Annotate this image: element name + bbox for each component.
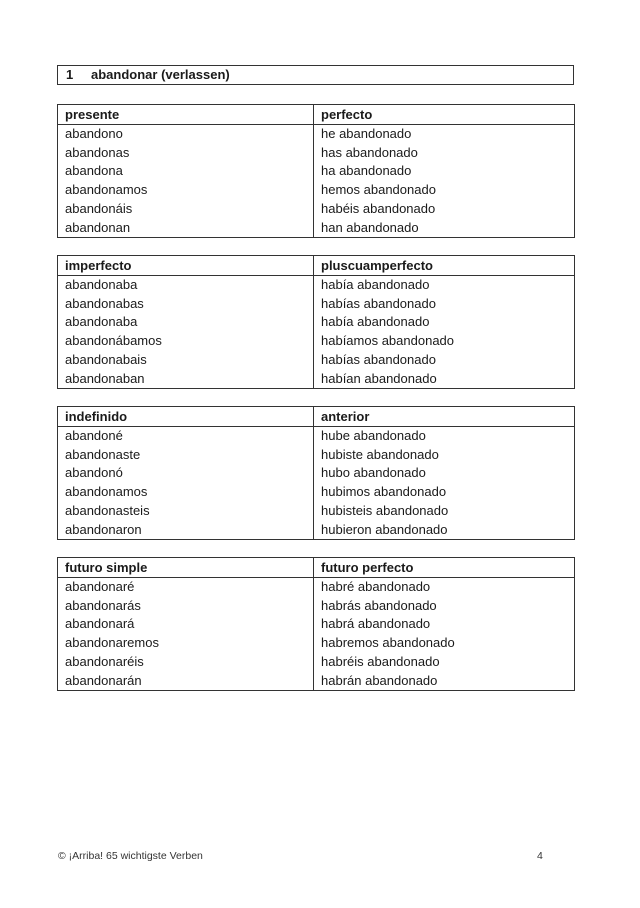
conjugation-cell: abandonasteis [58, 502, 314, 521]
table-row [58, 162, 575, 181]
tense-header: futuro simple [58, 558, 314, 578]
table-row [58, 295, 575, 314]
conjugation-cell: habré abandonado [314, 578, 575, 597]
table-row [58, 502, 575, 521]
conjugation-cell: abandonarás [58, 597, 314, 616]
conjugation-table-imperfecto-pluscuamperfecto [57, 255, 575, 389]
table-row [58, 181, 575, 200]
table-header-row [58, 558, 575, 578]
tense-header: presente [58, 105, 314, 125]
conjugation-cell: abandona [58, 162, 314, 181]
conjugation-cell: habías abandonado [314, 295, 575, 314]
table-row [58, 332, 575, 351]
conjugation-cell: abandonaba [58, 276, 314, 295]
verb-title: abandonar (verlassen) [91, 67, 230, 82]
table-row [58, 313, 575, 332]
table-row [58, 370, 575, 389]
conjugation-cell: abandonó [58, 464, 314, 483]
conjugation-cell: abandonabas [58, 295, 314, 314]
conjugation-cell: hubimos abandonado [314, 483, 575, 502]
conjugation-cell: había abandonado [314, 313, 575, 332]
conjugation-table-presente-perfecto [57, 104, 575, 238]
tense-header: perfecto [314, 105, 575, 125]
conjugation-cell: habéis abandonado [314, 200, 575, 219]
conjugation-cell: habíamos abandonado [314, 332, 575, 351]
table-row [58, 219, 575, 238]
conjugation-cell: hubieron abandonado [314, 521, 575, 540]
table-row [58, 653, 575, 672]
conjugation-cell: habrán abandonado [314, 672, 575, 691]
conjugation-cell: había abandonado [314, 276, 575, 295]
conjugation-cell: hemos abandonado [314, 181, 575, 200]
verb-number: 1 [66, 67, 74, 82]
conjugation-cell: abandonas [58, 144, 314, 163]
table-header-row [58, 407, 575, 427]
conjugation-cell: abandonabais [58, 351, 314, 370]
table-row [58, 446, 575, 465]
table-header-row [58, 105, 575, 125]
conjugation-cell: abandonamos [58, 483, 314, 502]
page-number: 4 [537, 850, 543, 862]
conjugation-cell: abandonaré [58, 578, 314, 597]
conjugation-cell: han abandonado [314, 219, 575, 238]
conjugation-cell: abandonáis [58, 200, 314, 219]
table-row [58, 578, 575, 597]
table-row [58, 483, 575, 502]
conjugation-cell: abandonaste [58, 446, 314, 465]
conjugation-cell: abandonábamos [58, 332, 314, 351]
conjugation-cell: abandonaban [58, 370, 314, 389]
conjugation-cell: habremos abandonado [314, 634, 575, 653]
conjugation-cell: abandonaremos [58, 634, 314, 653]
tense-header: indefinido [58, 407, 314, 427]
table-row [58, 597, 575, 616]
conjugation-cell: abandono [58, 125, 314, 144]
conjugation-cell: hubiste abandonado [314, 446, 575, 465]
table-header-row [58, 256, 575, 276]
conjugation-cell: abandonarán [58, 672, 314, 691]
conjugation-cell: habréis abandonado [314, 653, 575, 672]
conjugation-cell: he abandonado [314, 125, 575, 144]
conjugation-cell: hubisteis abandonado [314, 502, 575, 521]
conjugation-cell: abandonará [58, 615, 314, 634]
conjugation-cell: abandonaron [58, 521, 314, 540]
conjugation-cell: abandonaba [58, 313, 314, 332]
verb-title-box [57, 65, 574, 85]
table-row [58, 521, 575, 540]
conjugation-table-futuro [57, 557, 575, 691]
conjugation-cell: abandonan [58, 219, 314, 238]
table-row [58, 464, 575, 483]
footer-copyright: © ¡Arriba! 65 wichtigste Verben [58, 850, 203, 862]
tense-header: imperfecto [58, 256, 314, 276]
table-row [58, 144, 575, 163]
conjugation-cell: habrás abandonado [314, 597, 575, 616]
table-row [58, 672, 575, 691]
tense-header: pluscuamperfecto [314, 256, 575, 276]
conjugation-cell: habrá abandonado [314, 615, 575, 634]
conjugation-cell: abandonamos [58, 181, 314, 200]
table-row [58, 351, 575, 370]
table-row [58, 427, 575, 446]
conjugation-cell: abandonaréis [58, 653, 314, 672]
table-row [58, 615, 575, 634]
conjugation-cell: hube abandonado [314, 427, 575, 446]
table-row [58, 634, 575, 653]
conjugation-table-indefinido-anterior [57, 406, 575, 540]
table-row [58, 200, 575, 219]
tense-header: futuro perfecto [314, 558, 575, 578]
conjugation-cell: habían abandonado [314, 370, 575, 389]
conjugation-cell: ha abandonado [314, 162, 575, 181]
table-row [58, 125, 575, 144]
table-row [58, 276, 575, 295]
conjugation-cell: habías abandonado [314, 351, 575, 370]
conjugation-cell: hubo abandonado [314, 464, 575, 483]
conjugation-cell: has abandonado [314, 144, 575, 163]
conjugation-cell: abandoné [58, 427, 314, 446]
tense-header: anterior [314, 407, 575, 427]
